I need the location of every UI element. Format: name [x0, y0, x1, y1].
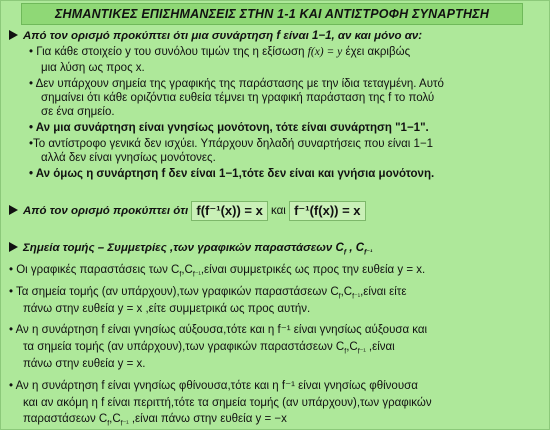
- bullet-3: • Αν μια συνάρτηση είναι γνησίως μονότονη, τότε είναι συνάρτηση "1−1".: [29, 122, 429, 134]
- arrow-bullet-icon: [9, 30, 18, 40]
- section2-heading: Από τον ορισμό προκύπτει ότι f(f⁻¹(x)) = x και f⁻¹(f(x)) = x: [9, 201, 366, 221]
- bullet-2-cont1: σημαίνει ότι κάθε οριζόντια ευθεία τέμνει τη γραφική παράσταση της f το πολύ: [41, 92, 435, 104]
- bullet-4-cont: αλλά δεν είναι γνησίως μονότονες.: [41, 152, 216, 164]
- bullet-1: • Για κάθε στοιχείο y του συνόλου τιμών της η εξίσωση f(x) = y έχει ακριβώς: [29, 46, 411, 58]
- arrow-bullet-icon: [9, 205, 18, 215]
- arrow-bullet-icon: [9, 242, 18, 252]
- slide-title: ΣΗΜΑΝΤΙΚΕΣ ΕΠΙΣΗΜΑΝΣΕΙΣ ΣΤΗΝ 1-1 ΚΑΙ ΑΝΤΙΣΤΡΟΦΗ ΣΥΝΑΡΤΗΣΗ: [21, 3, 523, 25]
- point-3-cont2: πάνω στην ευθεία y = x.: [23, 358, 146, 370]
- point-2-cont: πάνω στην ευθεία y = x ,είτε συμμετρικά ως προς αυτήν.: [23, 303, 311, 315]
- formula-finv-f: f⁻¹(f(x)) = x: [289, 201, 365, 221]
- bullet-1-cont: μια λύση ως προς x.: [41, 62, 145, 74]
- bullet-2-cont2: σε ένα σημείο.: [41, 106, 115, 118]
- point-3-cont1: τα σημεία τομής (αν υπάρχουν),των γραφικών παραστάσεων $C_f,C_{f^{-1}}$ ,είναι: [23, 341, 395, 356]
- section3-heading: Σημεία τομής – Συμμετρίες ,των γραφικών παραστάσεων $C_f$ , $C_{f^{-1}}$: [9, 241, 372, 260]
- point-2: • Τα σημεία τομής (αν υπάρχουν),των γραφικών παραστάσεων $C_f,C_{f^{-1}},\varepsilon ί\nu\alpha\iota$ είτε: [9, 286, 407, 301]
- point-4-cont2: παραστάσεων $C_f,C_{f^{-1}}$ ,είναι πάνω στην ευθεία y = −x: [23, 413, 287, 428]
- point-4-cont1: και αν ακόμη η f είναι περιττή,τότε τα σημεία τομής (αν υπάρχουν),των γραφικών: [23, 397, 432, 409]
- point-1: • Οι γραφικές παραστάσεις των $C_f,C_{f^{-1}},\varepsilon ί\nu\alpha\iota$ συμμετρικές ως προς την ευθεία y = x.: [9, 264, 426, 279]
- bullet-5: • Αν όμως η συνάρτηση f δεν είναι 1−1,τότε δεν είναι και γνήσια μονότονη.: [29, 168, 435, 180]
- bullet-4: •Το αντίστροφο γενικά δεν ισχύει. Υπάρχουν δηλαδή συναρτήσεις που είναι 1−1: [29, 138, 434, 150]
- point-3: • Αν η συνάρτηση f είναι γνησίως αύξουσα,τότε και η f⁻¹ είναι γνησίως αύξουσα και: [9, 324, 428, 336]
- bullet-2: • Δεν υπάρχουν σημεία της γραφικής της παράστασης με την ίδια τεταγμένη. Αυτό: [29, 78, 444, 90]
- point-4: • Αν η συνάρτηση f είναι γνησίως φθίνουσα,τότε και η f⁻¹ είναι γνησίως φθίνουσα: [9, 380, 418, 392]
- section1-heading: Από τον ορισμό προκύπτει ότι μια συνάρτηση f είναι 1−1, αν και μόνο αν:: [9, 29, 422, 43]
- formula-f-finv: f(f⁻¹(x)) = x: [191, 201, 267, 221]
